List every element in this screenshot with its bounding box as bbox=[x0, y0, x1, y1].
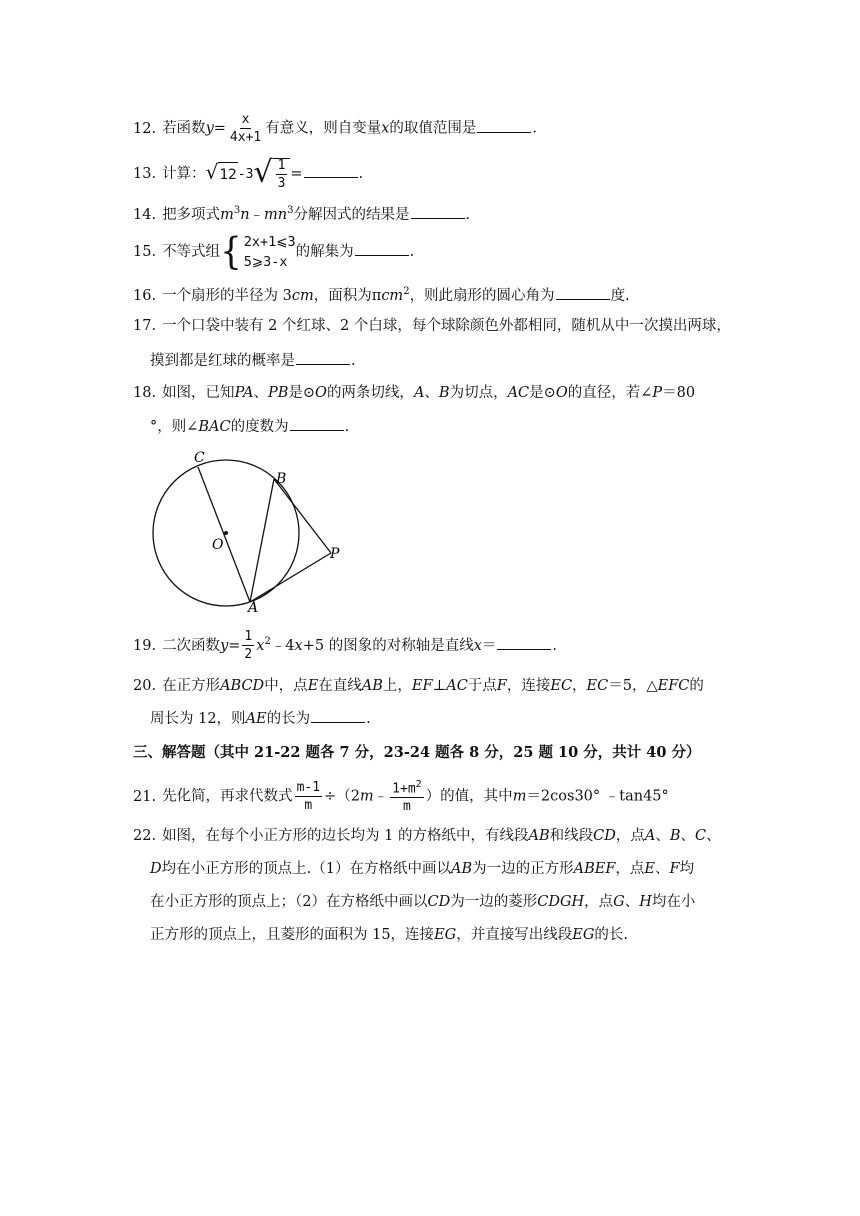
question-22-line-3: 在小正方形的顶点上；（2）在方格纸中画以CD为一边的菱形CDGH，点G、H均在小 bbox=[150, 894, 696, 910]
question-22-line-4: 正方形的顶点上，且菱形的面积为 15，连接EG，并直接写出线段EG的长. bbox=[150, 927, 629, 943]
question-19: 19. 二次函数y= $\frac{1}{2}$ $x^2﹣4x+5$ 的图象的对称轴是直线x＝ . bbox=[133, 629, 558, 663]
question-22: 22. 如图，在每个小正方形的边长均为 1 的方格纸中，有线段AB和线段CD，点A、B、C、 bbox=[133, 828, 721, 844]
answer-blank[interactable] bbox=[304, 163, 358, 178]
question-22-line-2: D均在小正方形的顶点上.（1）在方格纸中画以AB为一边的正方形ABEF，点E、F均 bbox=[150, 861, 695, 877]
question-18-line-2: °，则∠BAC的度数为 . bbox=[150, 415, 349, 439]
question-20-line-2: 周长为 12，则AE的长为 . bbox=[150, 707, 371, 731]
diameter-ac bbox=[198, 467, 250, 602]
question-17: 17. 一个口袋中装有 2 个红球、2 个白球，每个球除颜色外都相同，随机从中一次摸出两球， bbox=[133, 318, 731, 334]
answer-blank[interactable] bbox=[311, 708, 365, 723]
question-14: 14. 把多项式$m^3n﹣mn^3$分解因式的结果是 . bbox=[133, 205, 471, 223]
circle-tangent-figure bbox=[140, 440, 360, 615]
fraction: $\frac{x}{4x+1}$ bbox=[229, 112, 262, 145]
chord-ab bbox=[250, 479, 274, 602]
fraction: $\frac{m-1}{m}$ bbox=[296, 780, 321, 814]
question-13: 13. 计算： √ 12 -3 √ $\frac{1}{3}$ = . bbox=[133, 155, 364, 191]
answer-blank[interactable] bbox=[411, 204, 465, 219]
square-root: √ 12 bbox=[206, 162, 238, 187]
question-21: 21. 先化简，再求代数式 $\frac{m-1}{m}$ ÷（2m﹣ $\frac{1+m^2}{m}$ ）的值，其中m＝2cos30° ﹣tan45° bbox=[133, 779, 669, 815]
label-a: A bbox=[248, 600, 259, 615]
center-point bbox=[224, 531, 228, 535]
question-16: 16. 一个扇形的半径为 3cm，面积为πcm$^2$，则此扇形的圆心角为 度. bbox=[133, 286, 630, 304]
tangent-pa bbox=[250, 553, 331, 602]
fraction: $\frac{1}{2}$ bbox=[244, 629, 253, 663]
answer-blank[interactable] bbox=[477, 118, 531, 133]
label-b: B bbox=[276, 471, 287, 487]
square-root-fraction: √ $\frac{1}{3}$ bbox=[253, 158, 290, 190]
question-17-line-2: 摸到都是红球的概率是 . bbox=[150, 349, 356, 373]
inequality-system: { 2x+1⩽3 5⩾3-x bbox=[220, 230, 296, 274]
fraction: $\frac{1+m^2}{m}$ bbox=[392, 779, 422, 815]
label-p: P bbox=[330, 546, 340, 562]
section-3-header: 三、解答题（其中 21-22 题各 7 分，23-24 题各 8 分，25 题 10 分，共计 40 分） bbox=[133, 744, 701, 761]
answer-blank[interactable] bbox=[497, 635, 551, 650]
question-12: 12. 若函数y= $\frac{x}{4x+1}$ 有意义，则自变量x的取值范围是 . bbox=[133, 112, 538, 145]
label-c: C bbox=[194, 450, 205, 466]
tangent-pb bbox=[274, 479, 331, 553]
question-20: 20. 在正方形ABCD中，点E在直线AB上，EF⊥AC于点F，连接EC，EC＝5，△EFC的 bbox=[133, 678, 704, 694]
answer-blank[interactable] bbox=[556, 285, 610, 300]
question-15: 15. 不等式组 { 2x+1⩽3 5⩾3-x 的解集为 . bbox=[133, 230, 415, 274]
answer-blank[interactable] bbox=[290, 416, 344, 431]
label-o: O bbox=[212, 537, 224, 553]
answer-blank[interactable] bbox=[355, 241, 409, 256]
answer-blank[interactable] bbox=[296, 350, 350, 365]
question-18: 18. 如图，已知PA、PB是⊙O的两条切线，A、B为切点，AC是⊙O的直径，若∠P＝80 bbox=[133, 385, 696, 401]
